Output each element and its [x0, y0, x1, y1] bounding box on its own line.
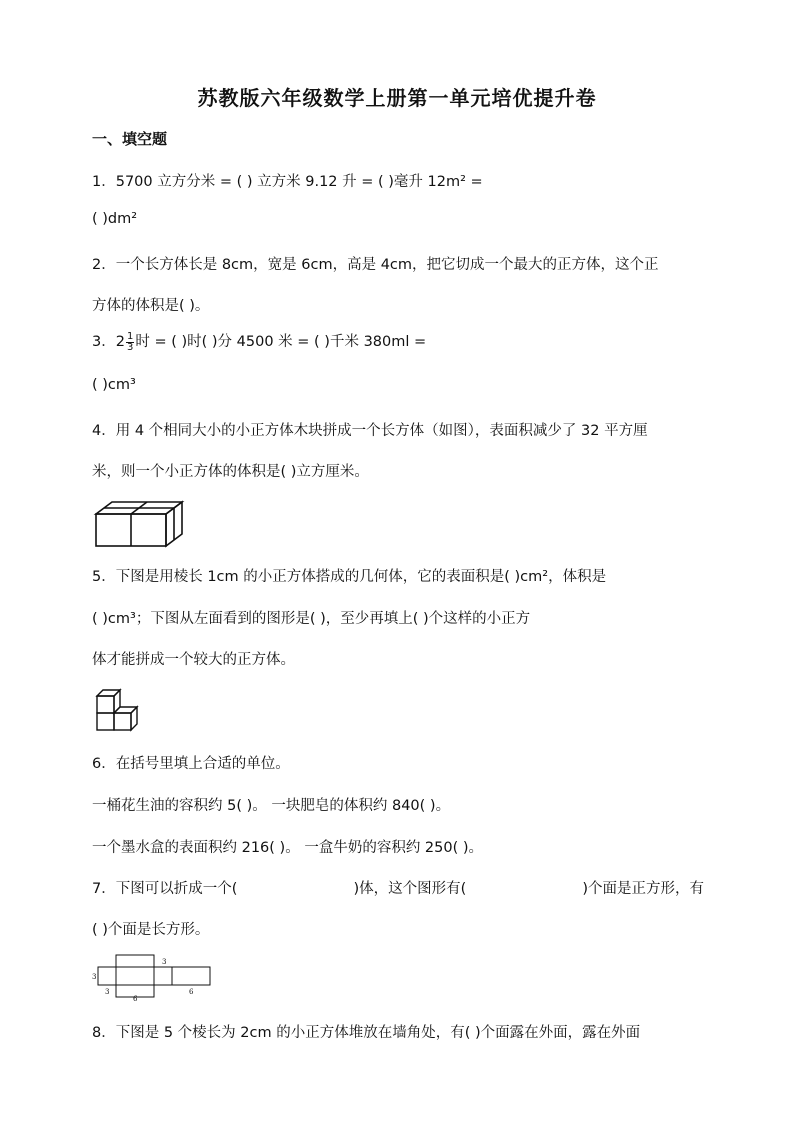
- question-3-line-1: [92, 330, 426, 353]
- cuboid-net-figure: [88, 953, 218, 1001]
- question-5-line-1: 5．下图是用棱长 1cm 的小正方体搭成的几何体，它的表面积是( )cm²，体积是: [92, 569, 607, 585]
- question-6-line-2: 一桶花生油的容积约 5( )。 一块肥皂的体积约 840( )。: [92, 798, 451, 814]
- question-6-line-1: 6．在括号里填上合适的单位。: [92, 756, 290, 772]
- fraction: [126, 332, 134, 353]
- net-label: 3: [162, 958, 167, 966]
- question-4-line-2: 米，则一个小正方体的体积是( )立方厘米。: [92, 464, 369, 480]
- cuboid-figure: [94, 500, 186, 548]
- question-3-line-2: ( )cm³: [92, 377, 136, 393]
- q7-part-2: )体，这个图形有(: [353, 881, 467, 897]
- question-5-line-2: ( )cm³；下图从左面看到的图形是( )，至少再填上( )个这样的小正方: [92, 611, 531, 627]
- net-label: 6: [133, 995, 138, 1003]
- net-label: 6: [189, 988, 194, 996]
- q7-part-3: )个面是正方形，有: [582, 881, 704, 897]
- net-label: 3: [105, 988, 110, 996]
- net-label: 3: [92, 973, 97, 981]
- question-6-line-3: 一个墨水盒的表面积约 216( )。 一盒牛奶的容积约 250( )。: [92, 840, 484, 856]
- question-1-line-1: 1．5700 立方分米 = ( ) 立方米 9.12 升 = ( )毫升 12m² =: [92, 174, 483, 190]
- fraction-denominator: 3: [126, 341, 134, 353]
- question-8-line-1: 8．下图是 5 个棱长为 2cm 的小正方体堆放在墙角处，有( )个面露在外面，露在外面: [92, 1025, 641, 1041]
- question-5-line-3: 体才能拼成一个较大的正方体。: [92, 652, 295, 668]
- fraction-numerator: 1: [126, 330, 134, 342]
- question-2-line-1: 2．一个长方体长是 8cm，宽是 6cm，高是 4cm，把它切成一个最大的正方体，这个正: [92, 257, 659, 273]
- question-7-line-2: ( )个面是长方形。: [92, 922, 210, 938]
- mixed-number-whole: 2: [115, 334, 125, 350]
- q3-prefix: 3．: [92, 334, 116, 350]
- question-1-line-2: ( )dm²: [92, 211, 138, 227]
- stacked-cubes-figure: [96, 688, 146, 732]
- question-4-line-1: 4．用 4 个相同大小的小正方体木块拼成一个长方体（如图），表面积减少了 32 平方厘: [92, 423, 648, 439]
- q3-rest: 时 = ( )时( )分 4500 米 = ( )千米 380ml =: [135, 334, 427, 350]
- section-heading: 一、填空题: [92, 130, 168, 148]
- question-2-line-2: 方体的体积是( )。: [92, 298, 210, 314]
- page-title: 苏教版六年级数学上册第一单元培优提升卷: [197, 86, 597, 110]
- question-7-line-1: [92, 877, 704, 898]
- q7-part-1: 7．下图可以折成一个(: [92, 881, 238, 897]
